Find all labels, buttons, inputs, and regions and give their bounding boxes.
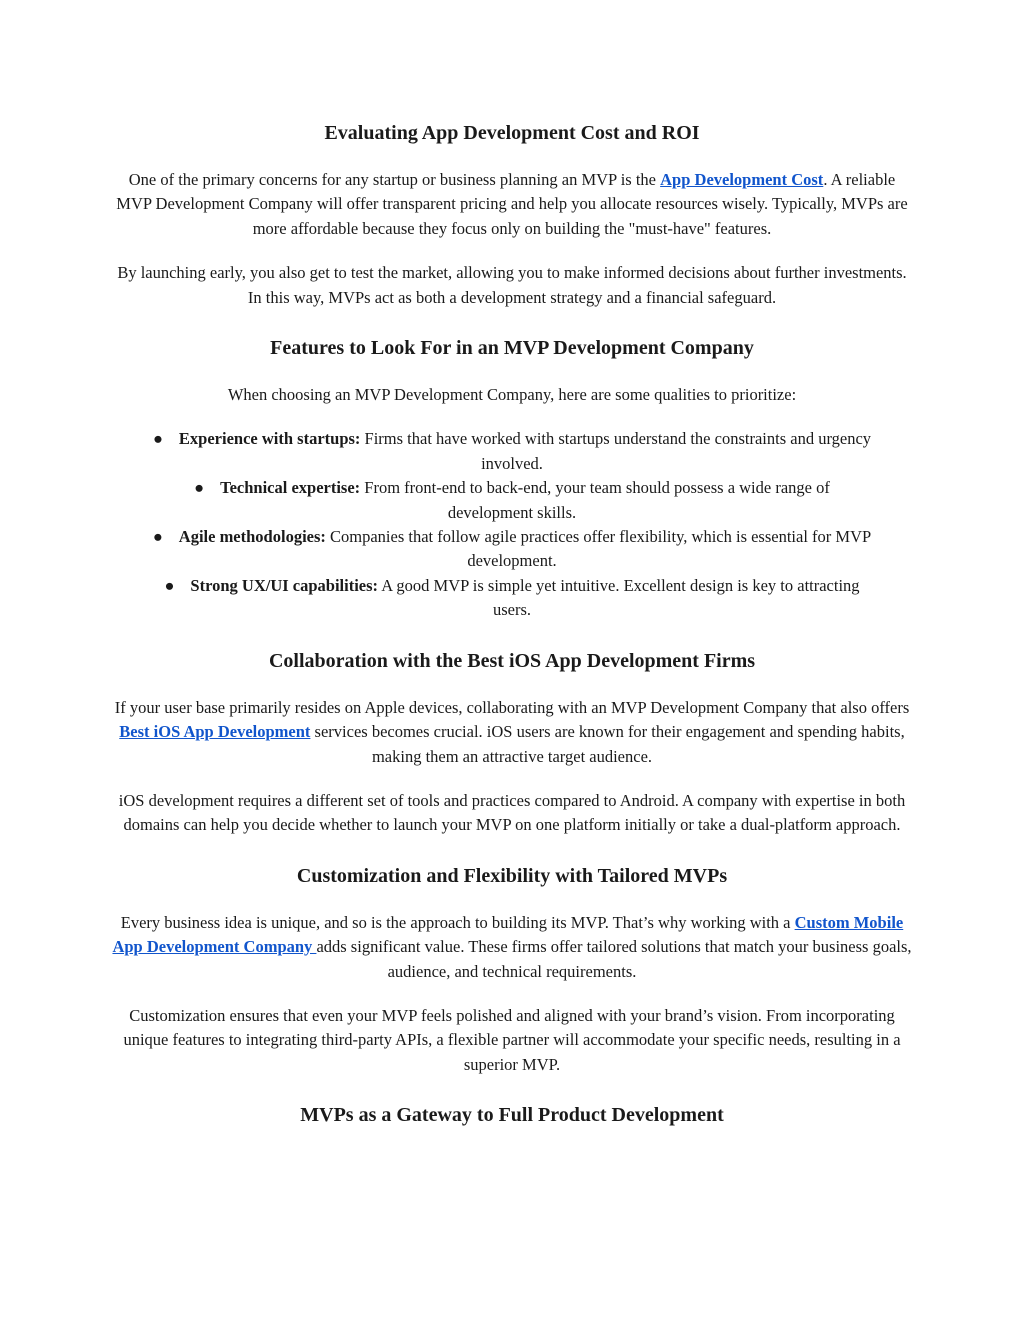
list-item-lead: Technical expertise: [220, 478, 361, 498]
bullet-icon: ● [194, 478, 205, 498]
features-list [110, 427, 914, 622]
paragraph-text: If your user base primarily resides on Apple devices, collaborating with an MVP Development Company that also offers [114, 697, 910, 717]
list-item-lead: Agile methodologies: [178, 527, 326, 547]
bullet-icon: ● [164, 575, 175, 595]
list-item-text: Companies that follow agile practices offer flexibility, which is essential for MVP development. [325, 527, 872, 571]
link-best-ios-app-development[interactable]: Best iOS App Development [119, 722, 311, 742]
paragraph-text: One of the primary concerns for any startup or business planning an MVP is the [128, 170, 661, 189]
paragraph-cost-1 [110, 168, 914, 241]
section-heading-cost-roi: Evaluating App Development Cost and ROI [324, 122, 700, 144]
link-app-development-cost[interactable]: App Development Cost [660, 170, 824, 189]
bullet-icon: ● [152, 527, 163, 547]
bullet-icon: ● [152, 429, 163, 449]
paragraph-features-intro: When choosing an MVP Development Company, here are some qualities to prioritize: [227, 385, 797, 405]
section-heading-features: Features to Look For in an MVP Development Company [270, 337, 754, 360]
section-heading-gateway: MVPs as a Gateway to Full Product Development [300, 1104, 724, 1127]
paragraph-ios-1 [110, 696, 914, 769]
paragraph-cost-2: By launching early, you also get to test the market, allowing you to make informed decisions about further investments. In this way, MVPs act as both a development strategy and a financial safeguard. [117, 263, 907, 307]
list-item-text: From front-end to back-end, your team should possess a wide range of development skills. [360, 478, 830, 522]
paragraph-text: adds significant value. These firms offer tailored solutions that match your business goals, audience, and technical requirements. [316, 937, 912, 981]
paragraph-custom-2: Customization ensures that even your MVP feels polished and aligned with your brand’s vision. From incorporating unique features to integrating third-party APIs, a flexible partner will accommodate your specific needs, resulting in a superior MVP. [123, 1005, 901, 1074]
paragraph-ios-2: iOS development requires a different set of tools and practices compared to Android. A company with expertise in both domains can help you decide whether to launch your MVP on one platform initially or take a dual-platform approach. [118, 790, 906, 835]
section-heading-customization: Customization and Flexibility with Tailored MVPs [296, 864, 728, 887]
list-item-text: Firms that have worked with startups understand the constraints and urgency involved. [360, 429, 872, 473]
list-item [150, 427, 874, 476]
list-item-lead: Experience with startups: [178, 429, 361, 449]
paragraph-custom-1 [110, 911, 914, 984]
paragraph-text: services becomes crucial. iOS users are known for their engagement and spending habits, making them an attractive target audience. [310, 722, 905, 766]
list-item [150, 525, 874, 574]
list-item-text: A good MVP is simple yet intuitive. Excellent design is key to attracting users. [378, 575, 860, 620]
paragraph-text: Every business idea is unique, and so is the approach to building its MVP. That’s why working with a [120, 912, 795, 932]
list-item-lead: Strong UX/UI capabilities: [190, 575, 379, 595]
paragraph-text: . A reliable MVP Development Company will offer transparent pricing and help you allocate resources wisely. Typically, MVPs are more affordable because they focus only on building the "must-have" features. [116, 170, 908, 238]
list-item [150, 574, 874, 623]
section-heading-ios: Collaboration with the Best iOS App Development Firms [268, 649, 756, 672]
link-custom-mobile-app-development[interactable]: Custom Mobile App Development Company [112, 912, 904, 957]
document-content [110, 118, 914, 1130]
list-item [150, 476, 874, 525]
